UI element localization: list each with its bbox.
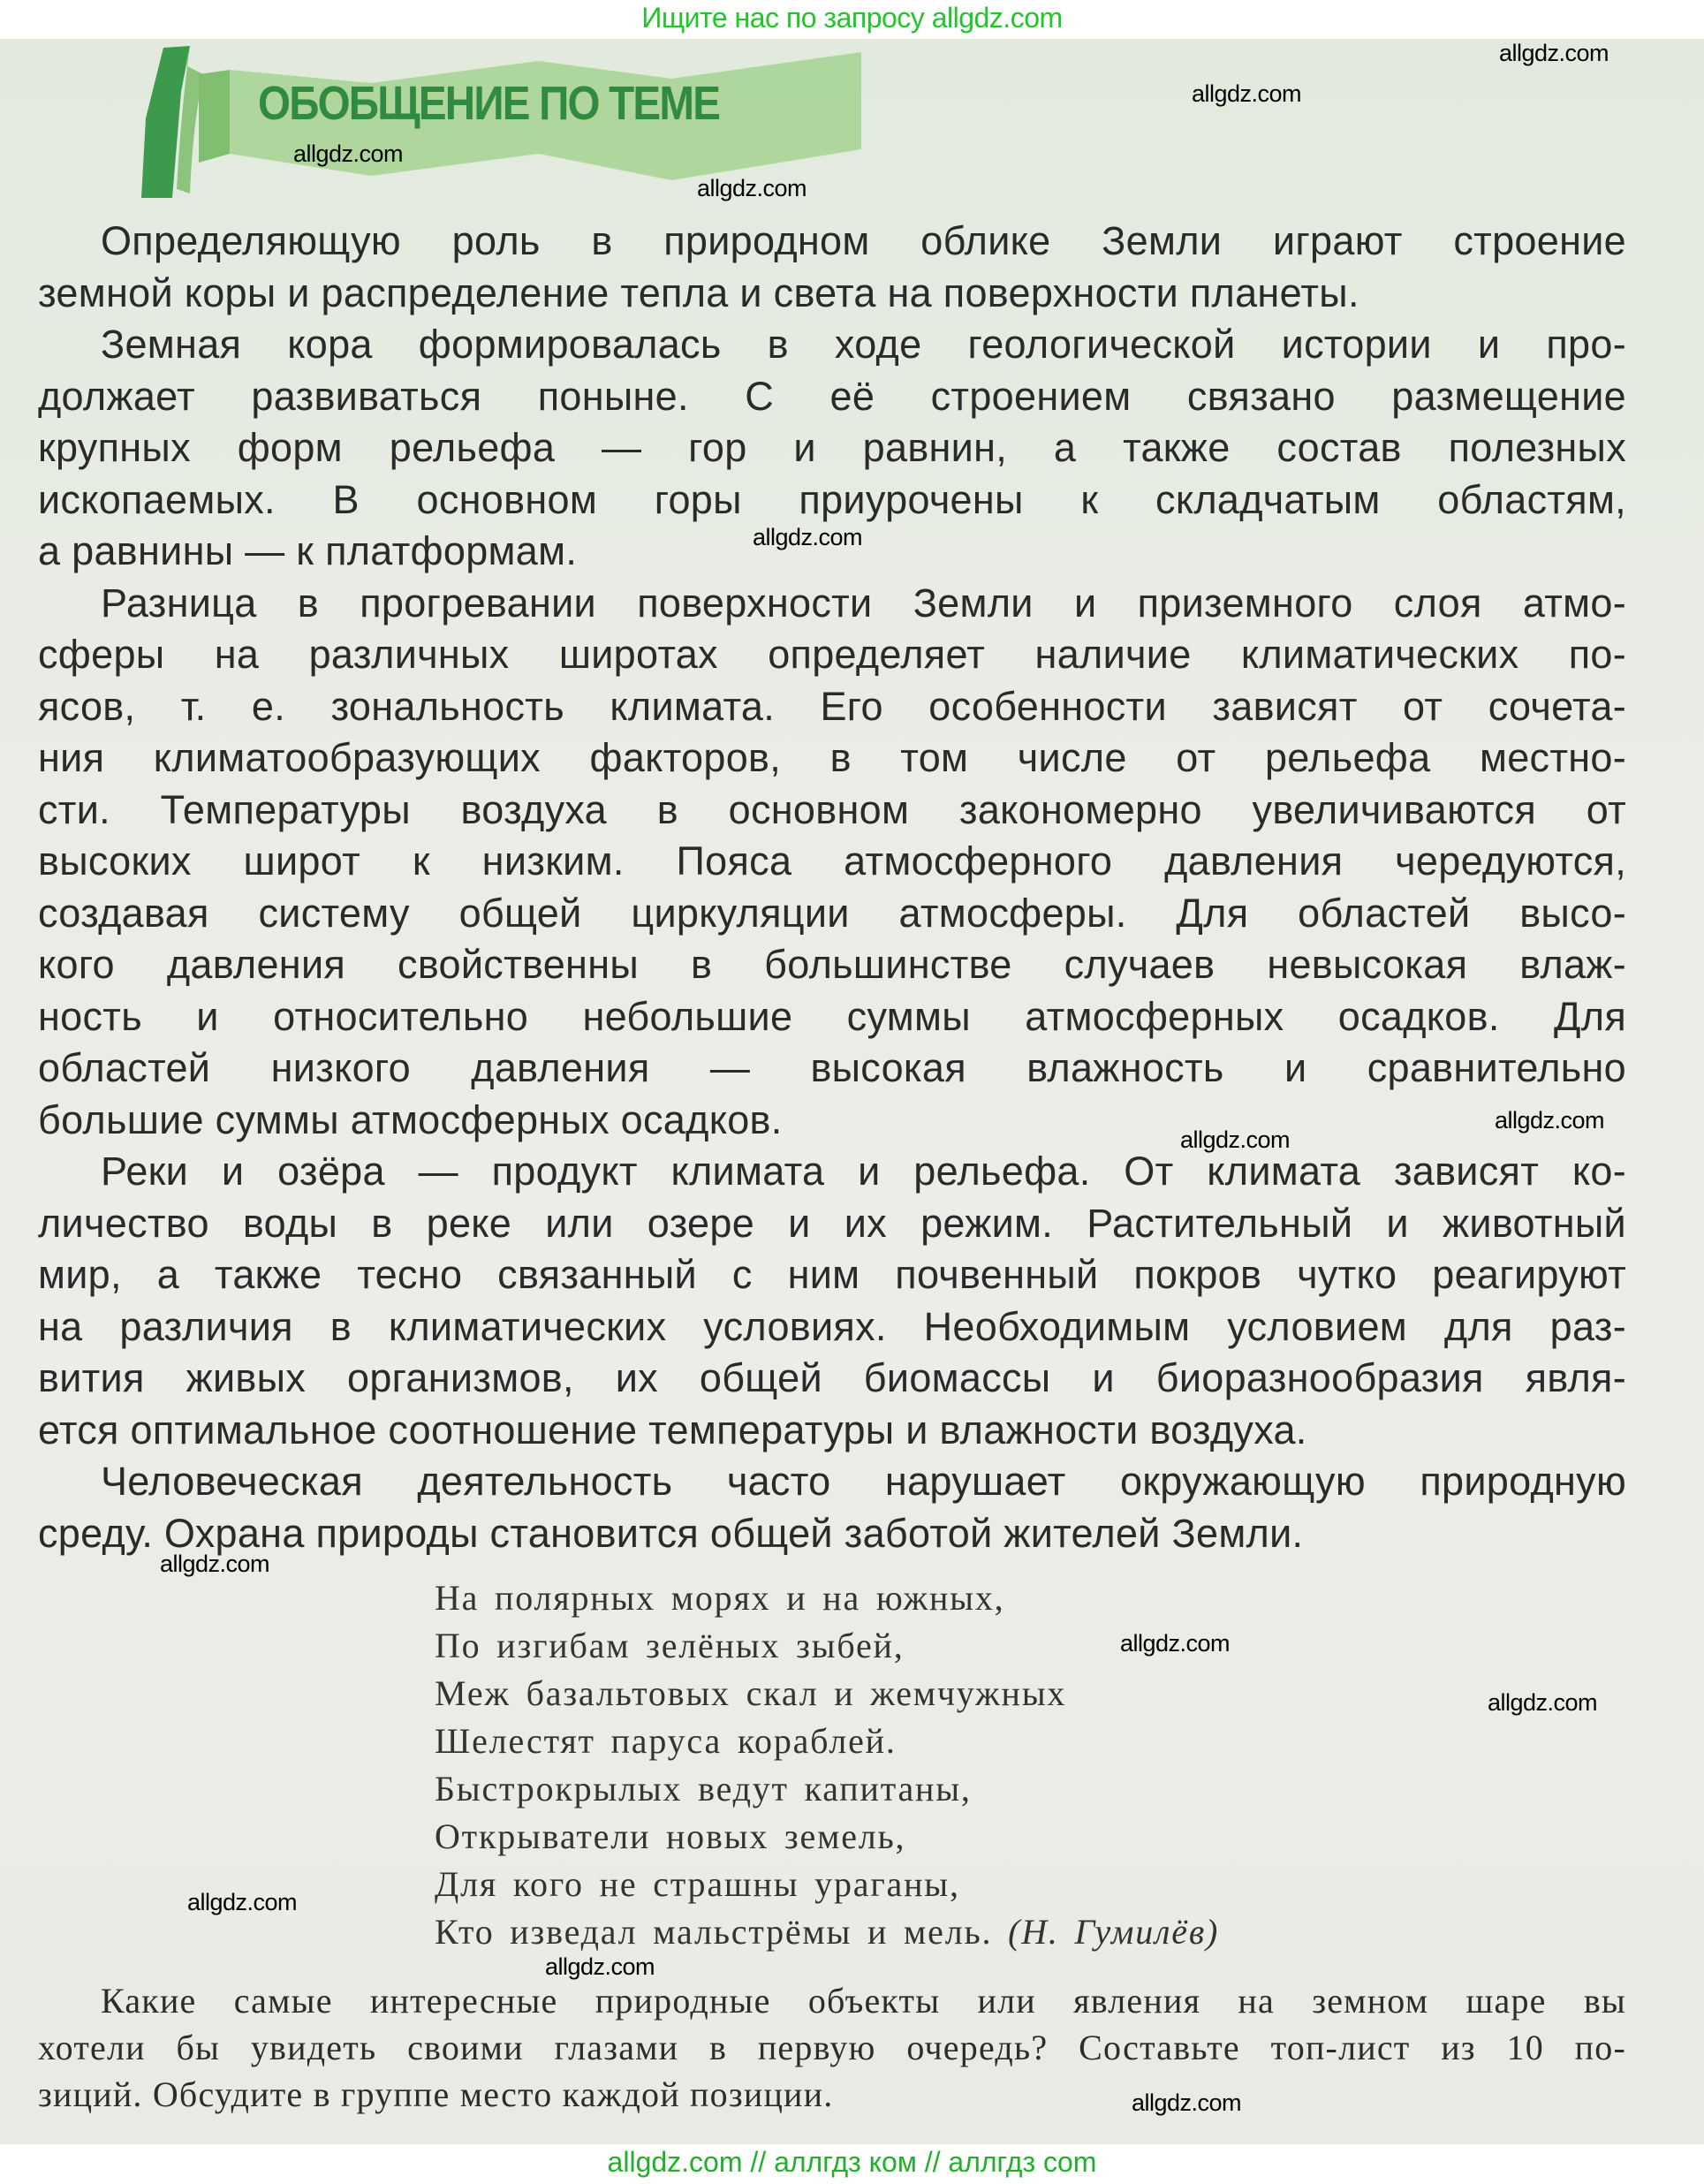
watermark-text: allgdz.com: [1179, 1126, 1291, 1153]
text-line: высоких широт к низким. Пояса атмосферного давления чередуются,: [38, 838, 1626, 883]
poem-line: [435, 1722, 897, 1761]
poem-line-text: Открыватели новых земель,: [435, 1816, 906, 1856]
footer-links[interactable]: allgdz.com // аллгдз ком // аллгдз com: [607, 2146, 1097, 2178]
poem-line-text: На полярных морях и на южных,: [435, 1578, 1005, 1618]
poem-line: [435, 1865, 960, 1904]
poem-line-text: Кто изведал мальстрёмы и мель.: [435, 1912, 993, 1952]
watermark-text: allgdz.com: [1119, 1630, 1231, 1657]
watermark-text: allgdz.com: [696, 175, 807, 201]
poem-line-text: По изгибам зелёных зыбей,: [435, 1626, 905, 1665]
poem-line: [435, 1579, 1004, 1618]
text-line: личество воды в реке или озере и их режим. Растительный и животный: [38, 1201, 1626, 1246]
text-line: ность и относительно небольшие суммы атмосферных осадков. Для: [38, 994, 1626, 1039]
watermark-text: allgdz.com: [159, 1551, 270, 1577]
text-line: ясов, т. е. зональность климата. Его особенности зависят от сочета-: [38, 684, 1626, 729]
text-line: мир, а также тесно связанный с ним почвенный покров чутко реагируют: [38, 1252, 1626, 1297]
footer-bar: [0, 2144, 1704, 2184]
top-promo-bar: [0, 0, 1704, 39]
text-line: создавая систему общей циркуляции атмосферы. Для областей высо-: [38, 891, 1626, 936]
textbook-page: [0, 39, 1704, 2144]
text-line: сферы на различных широтах определяет наличие климатических по-: [38, 632, 1626, 677]
text-line: а равнины — к платформам.: [38, 528, 578, 573]
text-line: Земная кора формировалась в ходе геологической истории и про-: [101, 322, 1626, 367]
task-line: хотели бы увидеть своими глазами в первую очередь? Составьте топ-лист из 10 по-: [38, 2028, 1626, 2067]
poem-line: [435, 1627, 905, 1665]
text-line: Определяющую роль в природном облике Земли играют строение: [101, 218, 1626, 263]
poem-line: [435, 1817, 905, 1856]
text-line: ископаемых. В основном горы приурочены к складчатым областям,: [38, 477, 1626, 522]
poem-line: [435, 1770, 972, 1809]
watermark-text: allgdz.com: [1131, 2089, 1242, 2116]
top-promo-text: Ищите нас по запросу allgdz.com: [641, 2, 1063, 34]
text-line: ния климатообразующих факторов, в том числе от рельефа местно-: [38, 735, 1626, 780]
text-line: крупных форм рельефа — гор и равнин, а также состав полезных: [38, 425, 1626, 470]
text-line: ется оптимальное соотношение температуры и влажности воздуха.: [38, 1407, 1307, 1452]
text-line: областей низкого давления — высокая влажность и сравнительно: [38, 1045, 1626, 1090]
text-line: кого давления свойственны в большинстве случаев невысокая влаж-: [38, 942, 1626, 987]
text-line: Разница в прогревании поверхности Земли и приземного слоя атмо-: [101, 580, 1626, 626]
watermark-text: allgdz.com: [1487, 1689, 1598, 1716]
text-line: вития живых организмов, их общей биомассы и биоразнообразия явля-: [38, 1355, 1626, 1400]
poem-line-text: Шелестят паруса кораблей.: [435, 1721, 897, 1761]
task-line: зиций. Обсудите в группе место каждой позиции.: [38, 2074, 834, 2114]
watermark-text: allgdz.com: [186, 1889, 298, 1915]
text-line: среду. Охрана природы становится общей заботой жителей Земли.: [38, 1511, 1304, 1556]
watermark-text: allgdz.com: [1498, 40, 1609, 66]
text-line: земной коры и распределение тепла и света на поверхности планеты.: [38, 270, 1359, 315]
text-line: большие суммы атмосферных осадков.: [38, 1097, 783, 1142]
watermark-text: allgdz.com: [292, 140, 404, 167]
watermark-text: allgdz.com: [1494, 1107, 1605, 1134]
poem-line-text: Для кого не страшны ураганы,: [435, 1864, 960, 1904]
text-line: Человеческая деятельность часто нарушает окружающую природную: [101, 1459, 1626, 1504]
poem-line: [435, 1674, 1066, 1713]
task-line: Какие самые интересные природные объекты или явления на земном шаре вы: [101, 1981, 1626, 2021]
poem-line-text: Быстрокрылых ведут капитаны,: [435, 1769, 972, 1809]
section-title: ОБОБЩЕНИЕ ПО ТЕМЕ: [258, 77, 720, 130]
text-line: должает развиваться поныне. С её строением связано размещение: [38, 374, 1626, 419]
text-line: Реки и озёра — продукт климата и рельефа. От климата зависят ко-: [101, 1149, 1626, 1194]
watermark-text: allgdz.com: [1191, 80, 1302, 107]
poem-line-text: Меж базальтовых скал и жемчужных: [435, 1673, 1067, 1713]
text-line: сти. Температуры воздуха в основном закономерно увеличиваются от: [38, 787, 1626, 832]
watermark-text: allgdz.com: [752, 524, 863, 550]
poem-line: [435, 1913, 1219, 1952]
watermark-text: allgdz.com: [544, 1953, 655, 1980]
poem-attribution: (Н. Гумилёв): [1008, 1912, 1220, 1952]
text-line: на различия в климатических условиях. Необходимым условием для раз-: [38, 1304, 1626, 1349]
